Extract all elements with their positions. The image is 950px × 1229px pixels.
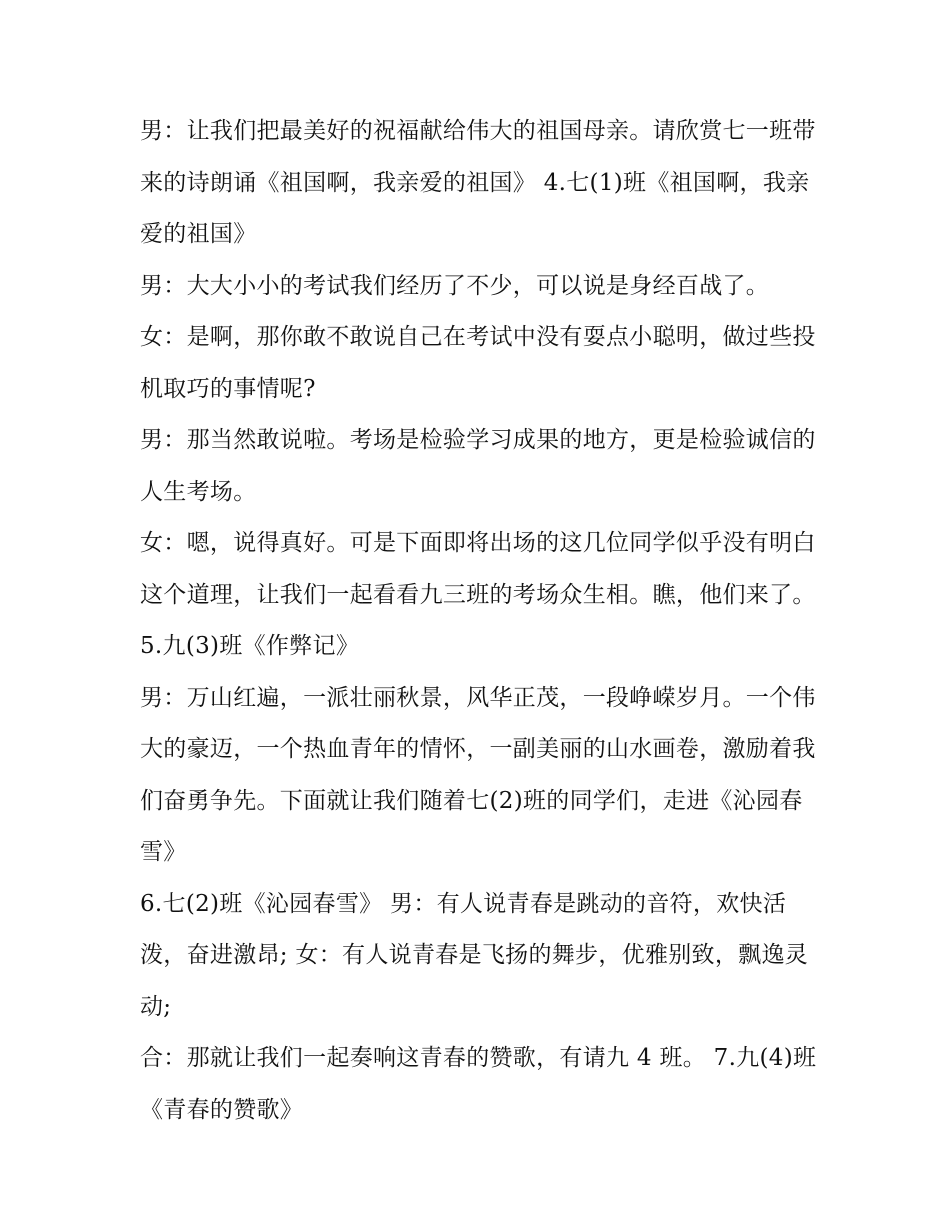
paragraph-6: 男：万山红遍，一派壮丽秋景，风华正茂，一段峥嵘岁月。一个伟大的豪迈，一个热血青年的情怀，一副美丽的山水画卷，激励着我们奋勇争先。下面就让我们随着七(2)班的同学们，走进《沁园春雪》 [140, 684, 816, 865]
paragraph-2: 男：大大小小的考试我们经历了不少，可以说是身经百战了。 [140, 272, 770, 299]
paragraph-5: 女：嗯，说得真好。可是下面即将出场的这几位同学似乎没有明白这个道理，让我们一起看看九三班的考场众生相。瞧，他们来了。 5.九(3)班《作弊记》 [140, 530, 816, 659]
paragraph-8: 合：那就让我们一起奏响这青春的赞歌，有请九 4 班。 7.九(4)班《青春的赞歌》 [140, 1045, 817, 1123]
document-body [140, 106, 830, 1136]
paragraph-4: 男：那当然敢说啦。考场是检验学习成果的地方，更是检验诚信的人生考场。 [140, 427, 816, 505]
paragraph-7: 6.七(2)班《沁园春雪》 男：有人说青春是跳动的音符，欢快活泼，奋进激昂; 女：有人说青春是飞扬的舞步，优雅别致，飘逸灵动; [140, 890, 809, 1020]
paragraph-3: 女：是啊，那你敢不敢说自己在考试中没有耍点小聪明，做过些投机取巧的事情呢? [140, 324, 816, 402]
paragraph-1: 男：让我们把最美好的祝福献给伟大的祖国母亲。请欣赏七一班带来的诗朗诵《祖国啊，我亲爱的祖国》 4.七(1)班《祖国啊，我亲爱的祖国》 [140, 118, 816, 247]
